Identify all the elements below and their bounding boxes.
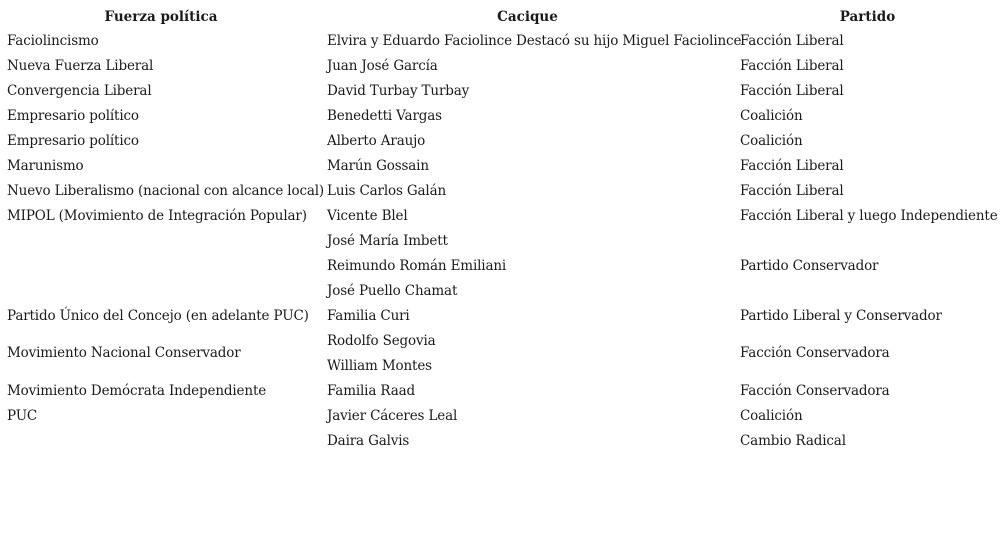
cell-partido: Cambio Radical [740, 432, 846, 449]
cell-cacique: Familia Raad [327, 382, 416, 399]
cell-cacique: José Puello Chamat [327, 282, 458, 299]
cell-fuerza-politica: Movimiento Nacional Conservador [7, 345, 241, 361]
table-row [1, 378, 1001, 403]
table-row [1, 28, 1001, 53]
table-row [1, 228, 1001, 253]
cell-partido: Facción Conservadora [740, 345, 890, 361]
table-row [1, 278, 1001, 303]
table-row [1, 53, 1001, 78]
cell-cacique: Daira Galvis [327, 432, 410, 449]
cell-cacique: Alberto Araujo [327, 132, 426, 149]
caciques-table [1, 5, 1001, 453]
table-row [1, 303, 1001, 328]
cell-partido: Facción Liberal [740, 32, 844, 49]
cell-partido: Partido Liberal y Conservador [740, 307, 942, 324]
table-row [1, 153, 1001, 178]
cell-fuerza-politica: Faciolincismo [7, 32, 99, 49]
cell-cacique: Javier Cáceres Leal [327, 407, 458, 424]
cell-cacique: Benedetti Vargas [327, 107, 442, 124]
cell-fuerza-politica: Marunismo [7, 157, 84, 174]
table-row [1, 103, 1001, 128]
cell-fuerza-politica: Nuevo Liberalismo (nacional con alcance local) [7, 182, 325, 199]
cell-partido [734, 228, 1001, 253]
table-row [1, 78, 1001, 103]
header-fuerza-politica: Fuerza política [104, 8, 218, 25]
cell-partido: Facción Conservadora [740, 382, 890, 399]
header-cacique: Cacique [497, 8, 558, 25]
cell-cacique: William Montes [327, 357, 432, 374]
cell-cacique: Marún Gossain [327, 157, 429, 174]
cell-partido: Coalición [740, 132, 803, 149]
cell-partido: Facción Liberal y luego Independiente [740, 207, 998, 224]
cell-fuerza-politica: PUC [7, 407, 38, 424]
cell-cacique: Familia Curi [327, 307, 410, 324]
table-row [1, 203, 1001, 228]
cell-cacique: Luis Carlos Galán [327, 182, 447, 199]
cell-fuerza-politica [1, 428, 321, 453]
cell-cacique: Reimundo Román Emiliani [327, 257, 507, 274]
cell-fuerza-politica: Partido Único del Concejo (en adelante PUC) [7, 307, 309, 324]
table-row [1, 328, 1001, 353]
table-body [1, 28, 1001, 453]
cell-fuerza-politica [1, 253, 321, 278]
table-row [1, 403, 1001, 428]
cell-cacique: Rodolfo Segovia [327, 332, 436, 349]
cell-partido: Coalición [740, 407, 803, 424]
table-row [1, 178, 1001, 203]
cell-cacique: Vicente Blel [327, 207, 408, 224]
cell-partido: Facción Liberal [740, 182, 844, 199]
table-row [1, 428, 1001, 453]
cell-fuerza-politica: Movimiento Demócrata Independiente [7, 382, 267, 399]
cell-partido [734, 278, 1001, 303]
cell-partido: Coalición [740, 107, 803, 124]
cell-fuerza-politica: Nueva Fuerza Liberal [7, 57, 154, 74]
table-row [1, 253, 1001, 278]
header-partido: Partido [839, 8, 896, 25]
table-row [1, 128, 1001, 153]
cell-partido: Facción Liberal [740, 57, 844, 74]
cell-cacique: José María Imbett [327, 232, 448, 249]
cell-fuerza-politica: Convergencia Liberal [7, 82, 152, 99]
cell-partido: Facción Liberal [740, 157, 844, 174]
cell-fuerza-politica: Empresario político [7, 107, 139, 124]
cell-cacique: Juan José García [327, 57, 438, 74]
cell-partido: Partido Conservador [740, 257, 879, 274]
cell-fuerza-politica [1, 228, 321, 253]
cell-fuerza-politica: Empresario político [7, 132, 139, 149]
cell-cacique: David Turbay Turbay [327, 82, 470, 99]
cell-cacique: Elvira y Eduardo Faciolince Destacó su hijo Miguel Faciolince [327, 32, 742, 49]
cell-partido: Facción Liberal [740, 82, 844, 99]
table-header-row [1, 5, 1001, 28]
cell-fuerza-politica [1, 278, 321, 303]
cell-fuerza-politica: MIPOL (Movimiento de Integración Popular) [7, 207, 307, 224]
